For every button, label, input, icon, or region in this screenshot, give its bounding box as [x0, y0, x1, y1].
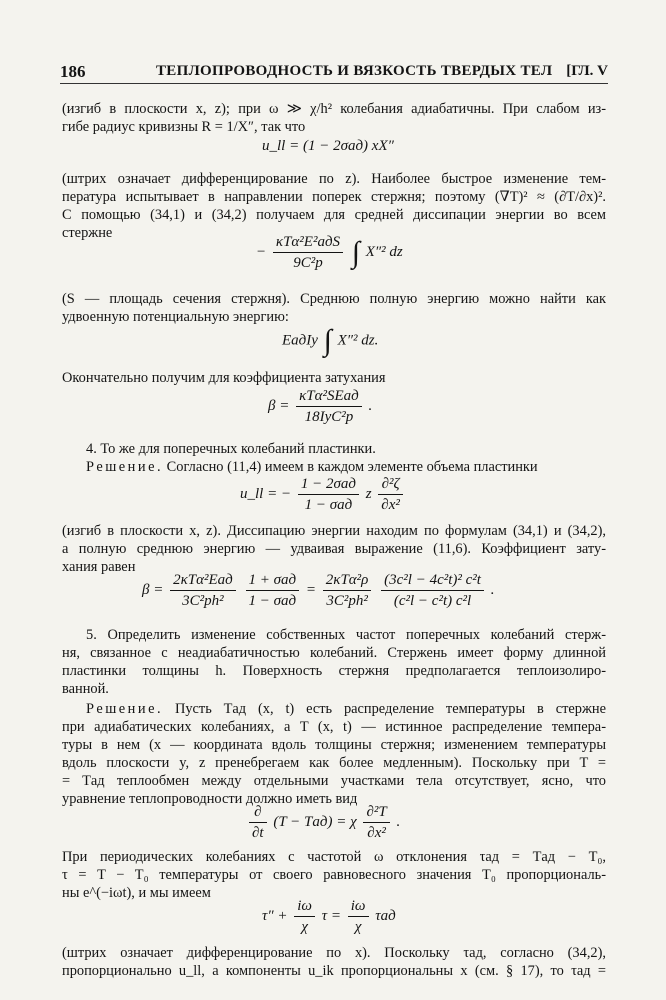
text-line-27: ны e^(−iωt), и мы имеем — [62, 885, 211, 901]
text-line-19: Решение. Пусть Tад (x, t) есть распределение температуры в стержне — [86, 701, 606, 717]
text-line-11: Решение. Согласно (11,4) имеем в каждом элементе объема пластинки — [86, 459, 538, 475]
page-number: 186 — [60, 62, 86, 81]
text-line-6: стержне — [62, 225, 113, 241]
equation-3: EадIy ∫ X″² dz. — [282, 324, 379, 357]
text-line-12: (изгиб в плоскости x, z). Диссипацию энергии находим по формулам (34,1) и (34,2), — [62, 523, 606, 539]
e6-fraction-4: $\frac{\text{(3c²l − 4c²t)² c²t}}{\text{(c²l − c²t) c²l}}$ — [381, 570, 484, 611]
e7-fraction-2: $\frac{\text{∂²T}}{\text{∂x²}}$ — [363, 802, 389, 843]
e7-fraction-1: $\frac{\partial}{\partial t}$ — [249, 802, 267, 843]
text-line-17: пластинки толщины h. Поверхность стержня предполагается теплоизолиро- — [62, 663, 606, 679]
text-line-23: = Tад теплообмен между отдельными участками тела отсутствует, ясно, что — [62, 773, 606, 789]
chapter-label: [ГЛ. V — [566, 63, 608, 79]
equation-5: u_ll = − $\frac{\text{1 − 2σад}}{\text{1 − σад}}$ z $\frac{\text{∂²ζ}}{\text{∂x²}}$ — [240, 474, 406, 515]
text-line-16: ня, связанное с неадиабатичностью колебаний. Стержень имеет форму длинной — [62, 645, 606, 661]
text-line-28: (штрих означает дифференцирование по x). Поскольку τад, согласно (34,2), — [62, 945, 606, 961]
e6-fraction-1: $\frac{\text{2κTα²Eад}}{\text{3C²ph²}}$ — [170, 570, 236, 611]
text-line-14: хания равен — [62, 559, 136, 575]
e6-fraction-2: $\frac{\text{1 + σад}}{\text{1 − σад}}$ — [246, 570, 300, 611]
running-header — [60, 62, 608, 82]
text-line-8: удвоенную потенциальную энергию: — [62, 309, 289, 325]
running-title: ТЕПЛОПРОВОДНОСТЬ И ВЯЗКОСТЬ ТВЕРДЫХ ТЕЛ — [156, 63, 553, 79]
e4-fraction: $\frac{\text{κTα²SEад}}{\text{18IyC²p}}$ — [296, 386, 362, 427]
text-line-20: при адиабатических колебаниях, а T (x, t) — истинное распределение темпера- — [62, 719, 606, 735]
e5-fraction-2: $\frac{\text{∂²ζ}}{\text{∂x²}}$ — [378, 474, 403, 515]
text-line-1: (изгиб в плоскости x, z); при ω ≫ χ/h² колебания адиабатичны. При слабом из- — [62, 101, 606, 117]
text-line-21: туры в нем (x — координата вдоль толщины стержня; изменением температуры — [62, 737, 606, 753]
e5-fraction-1: $\frac{\text{1 − 2σад}}{\text{1 − σад}}$ — [298, 474, 359, 515]
text-line-22: вдоль плоскости y, z пренебрегаем как более медленным). Поскольку при T = — [62, 755, 606, 771]
text-line-15: 5. Определить изменение собственных частот поперечных колебаний стерж- — [86, 627, 606, 643]
integral-sign: ∫ — [351, 235, 361, 269]
e6-fraction-3: $\frac{\text{2κTα²ρ}}{\text{3C²ph²}}$ — [323, 570, 372, 611]
equation-1: u_ll = (1 − 2σад) xX″ — [262, 138, 394, 154]
text-line-4: пература испытывает в направлении поперек стержня; поэтому (∇T)² ≈ (∂T/∂x)². — [62, 189, 606, 205]
text-line-26: τ = T − T₀ температуры от своего равновесного значения T₀ пропорциональ- — [62, 867, 606, 883]
text-line-29: пропорционально u_ll, а компоненты u_ik пропорциональны x (см. § 17), то τад = — [62, 963, 606, 979]
text-line-10: 4. То же для поперечных колебаний пластинки. — [86, 441, 376, 457]
e2-fraction: $\frac{\text{κTα²E²адS}}{\text{9C²p}}$ — [273, 232, 343, 273]
header-rule — [60, 83, 608, 84]
text-line-25: При периодических колебаниях с частотой ω отклонения τад = Tад − T₀, — [62, 849, 606, 865]
text-line-13: а полную среднюю энергию — удваивая выражение (11,6). Коэффициент зату- — [62, 541, 606, 557]
e8-fraction-2: $\frac{i\omega}{\chi}$ — [348, 896, 369, 937]
text-line-3: (штрих означает дифференцирование по z). Наиболее быстрое изменение тем- — [62, 171, 606, 187]
text-line-18: ванной. — [62, 681, 109, 697]
text-line-2: гибе радиус кривизны R = 1/X″, так что — [62, 119, 306, 135]
text-line-7: (S — площадь сечения стержня). Среднюю полную энергию можно найти как — [62, 291, 606, 307]
integral-sign: ∫ — [323, 324, 332, 357]
e8-fraction-1: $\frac{i\omega}{\chi}$ — [294, 896, 315, 937]
text-line-5: С помощью (34,1) и (34,2) получаем для средней диссипации энергии во всем — [62, 207, 606, 223]
text-line-24: уравнение теплопроводности должно иметь вид — [62, 791, 358, 807]
text-line-9: Окончательно получим для коэффициента затухания — [62, 370, 386, 386]
equation-2: − $\frac{\text{κTα²E²адS}}{\text{9C²p}}$ ∫ X″² dz — [256, 234, 403, 271]
equation-6: β = $\frac{\text{2κTα²Eад}}{\text{3C²ph²}}$ $\frac{\text{1 + σад}}{\text{1 − σад}}$ = $\frac{\text{2κTα²ρ}}{\text{3C²ph²}}$ $\frac{\text{(3c²l − 4c²t)² c²t}}{\text{(c²l − c²t) c²l}}$ . — [142, 572, 495, 609]
equation-8: τ″ + $\frac{i\omega}{\chi}$ τ = $\frac{i\omega}{\chi}$ τад — [262, 898, 396, 935]
equation-4: β = $\frac{\text{κTα²SEад}}{\text{18IyC²p}}$ . — [268, 388, 373, 425]
equation-7: $\frac{\partial}{\partial t}$ (T − Tад) = χ $\frac{\text{∂²T}}{\text{∂x²}}$ . — [246, 802, 400, 843]
